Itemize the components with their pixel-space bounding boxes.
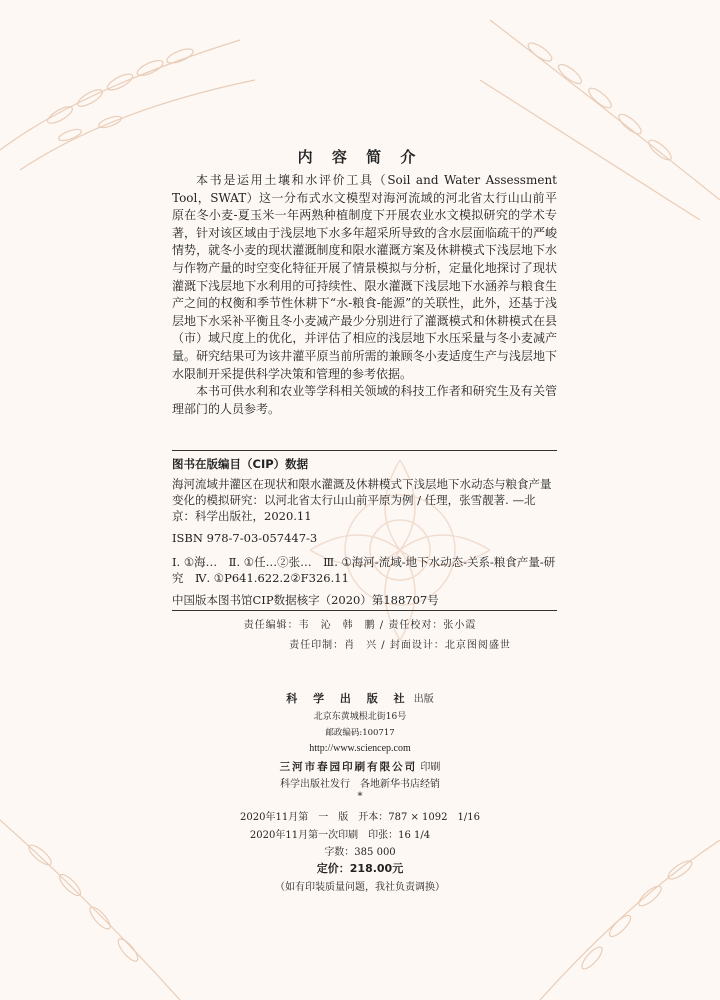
price: 定价：218.00元: [316, 862, 404, 875]
editors-line-1: 责任编辑：韦 沁 韩 鹏 / 责任校对：张小霞: [243, 620, 477, 631]
cip-verification: 中国版本图书馆CIP数据核字（2020）第188707号: [172, 593, 439, 607]
star-separator: *: [357, 791, 363, 802]
cip-heading: 图书在版编目（CIP）数据: [172, 457, 309, 471]
word-count: 字数：385 000: [324, 847, 396, 858]
publisher-name: 科 学 出 版 社: [286, 692, 411, 705]
divider: [172, 450, 557, 451]
printer-name: 三河市春园印刷有限公司: [279, 761, 418, 773]
cip-entry: 海河流域井灌区在现状和限水灌溉及休耕模式下浅层地下水动态与粮食产量变化的模拟研究：以河北省太行山山前平原为例 / 任理，张雪靓著. —北京：科学出版社，2020.11: [172, 477, 552, 523]
publisher-action: 出版: [413, 694, 434, 705]
printer-action: 印刷: [420, 762, 441, 773]
wheat-decoration-top-left-icon: [0, 0, 260, 200]
quality-notice: （如有印装质量问题，我社负责调换）: [275, 882, 445, 893]
abstract-paragraph: 本书可供水利和农业等学科相关领域的科技工作者和研究生及有关管理部门的人员参考。: [172, 384, 557, 416]
publisher-postcode: 邮政编码:100717: [325, 728, 395, 738]
printing-info: 2020年11月第一次印刷 印张：16 1/4: [249, 830, 431, 841]
edition-info: 2020年11月第 一 版 开本：787 × 1092 1/16: [240, 812, 480, 823]
publisher-address: 北京东黄城根北街16号: [313, 712, 407, 722]
abstract: [172, 172, 557, 418]
divider: [172, 610, 557, 611]
abstract-paragraph: 本书是运用土壤和水评价工具（Soil and Water Assessment Tool，SWAT）这一分布式水文模型对海河流域的河北省太行山山前平原在冬小麦-夏玉米一年两熟种植制度下开展农业水文模拟研究的学术专著，针对该区域由于浅层地下水多年超采所导致的含水层面临疏干的严峻情势，就冬小麦的现状灌溉制度和限水灌溉方案及休耕模式下浅层地下水与作物产量的时空变化特征开展了情景模拟与分析，定量化地探讨了现状灌溉下浅层地下水利用的可持续性、限水灌溉下浅层地下水涵养与粮食生产之间的权衡和季节性休耕下“水-粮食-能源”的关联性，此外，还基于浅层地下水采补平衡且冬小麦减产最少分别进行了灌溉模式和休耕模式在县（市）域尺度上的优化，并评估了相应的浅层地下水压采量与冬小麦减产量。研究结果可为该井灌平原当前所需的兼顾冬小麦适度生产与浅层地下水限制开采提供科学决策和管理的参考依据。: [172, 173, 557, 381]
printer-line: [0, 758, 720, 774]
publisher-url: http://www.sciencep.com: [309, 743, 411, 754]
cip-isbn: ISBN 978-7-03-057447-3: [172, 531, 318, 545]
editors-line-2: 责任印制：肖 兴 / 封面设计：北京图阅盛世: [289, 640, 511, 651]
cip-classification: Ⅰ. ①海… Ⅱ. ①任…②张… Ⅲ. ①海河-流域-地下水动态-关系-粮食产量-研究 Ⅳ. ①P641.622.2②F326.11: [172, 555, 556, 585]
distribution: 科学出版社发行 各地新华书店经销: [280, 779, 440, 790]
publisher-line: [0, 690, 720, 706]
page-title: 内 容 简 介: [297, 148, 423, 166]
